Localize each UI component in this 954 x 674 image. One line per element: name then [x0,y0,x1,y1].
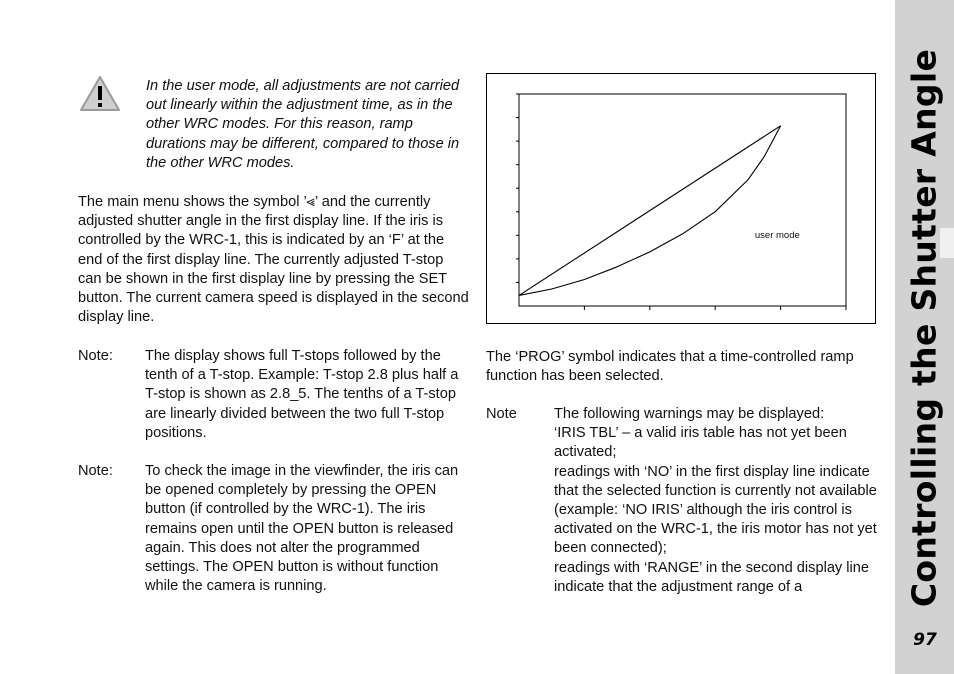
main-menu-text-start: The main menu shows the symbol ’ [78,194,307,210]
ramp-chart [486,73,876,324]
chart-axes [516,94,846,310]
note-label: Note: [78,463,113,479]
series-linear-line [519,126,781,296]
page-number: 97 [913,630,937,650]
note-text-tstop: The display shows full T-stops followed by the tenth of a T-stop. Example: T-stop 2.8 plus half a T-stop is shown as 2.8_5. The tenths of a T-stop are linearly divided between the two full T-stop positions. [145,348,459,441]
ramp-chart-plot [487,74,875,323]
warning-range: readings with ‘RANGE’ in the second display line indicate that the adjustment range of a [554,559,870,595]
note-text-open-button: To check the image in the viewfinder, the iris can be opened completely by pressing the OPEN button (if controlled by the WRC-1). The iris remains open until the OPEN button is released again. This does not alter the programmed settings. The OPEN button is without function while the camera is running. [145,463,459,595]
warning-no: readings with ‘NO’ in the first display line indicate that the selected function is currently not available (example: ‘NO IRIS’ although the iris control is activated on the WRC-1, the iris motor has not yet been connected); [554,463,877,557]
warnings-intro: The following warnings may be displayed: [554,406,825,422]
prog-symbol-paragraph: The ‘PROG’ symbol indicates that a time-controlled ramp function has been selected. [486,349,854,385]
warnings-note [554,405,879,597]
chart-annotation: user mode [754,230,800,242]
shutter-angle-symbol: ⪡ [306,194,315,210]
chart-labels [755,230,800,241]
chart-series [519,126,781,296]
main-menu-text-rest: adjusted shutter angle in the first display line. If the iris is controlled by the WRC-1, this is indicated by an ‘F’ at the end of the first display line. The currently adjusted T-stop can be shown in the first display line by pressing the SET button. The current camera speed is displayed in the second display line. [78,213,469,326]
main-menu-paragraph [78,193,470,327]
caution-text: In the user mode, all adjustments are not carried out linearly within the adjustment time, as in the other WRC modes. For this reason, ramp durations may be different, compared to those in the other WRC modes. [146,78,460,171]
warning-triangle-icon [78,74,122,114]
main-menu-text-mid: ’ and the currently [314,194,431,210]
note-label: Note [486,406,517,422]
note-label: Note: [78,348,113,364]
plot-border [519,94,846,306]
chapter-title: Controlling the Shutter Angle [904,48,944,608]
warning-iris-tbl: ‘IRIS TBL’ – a valid iris table has not yet been activated; [554,425,847,461]
